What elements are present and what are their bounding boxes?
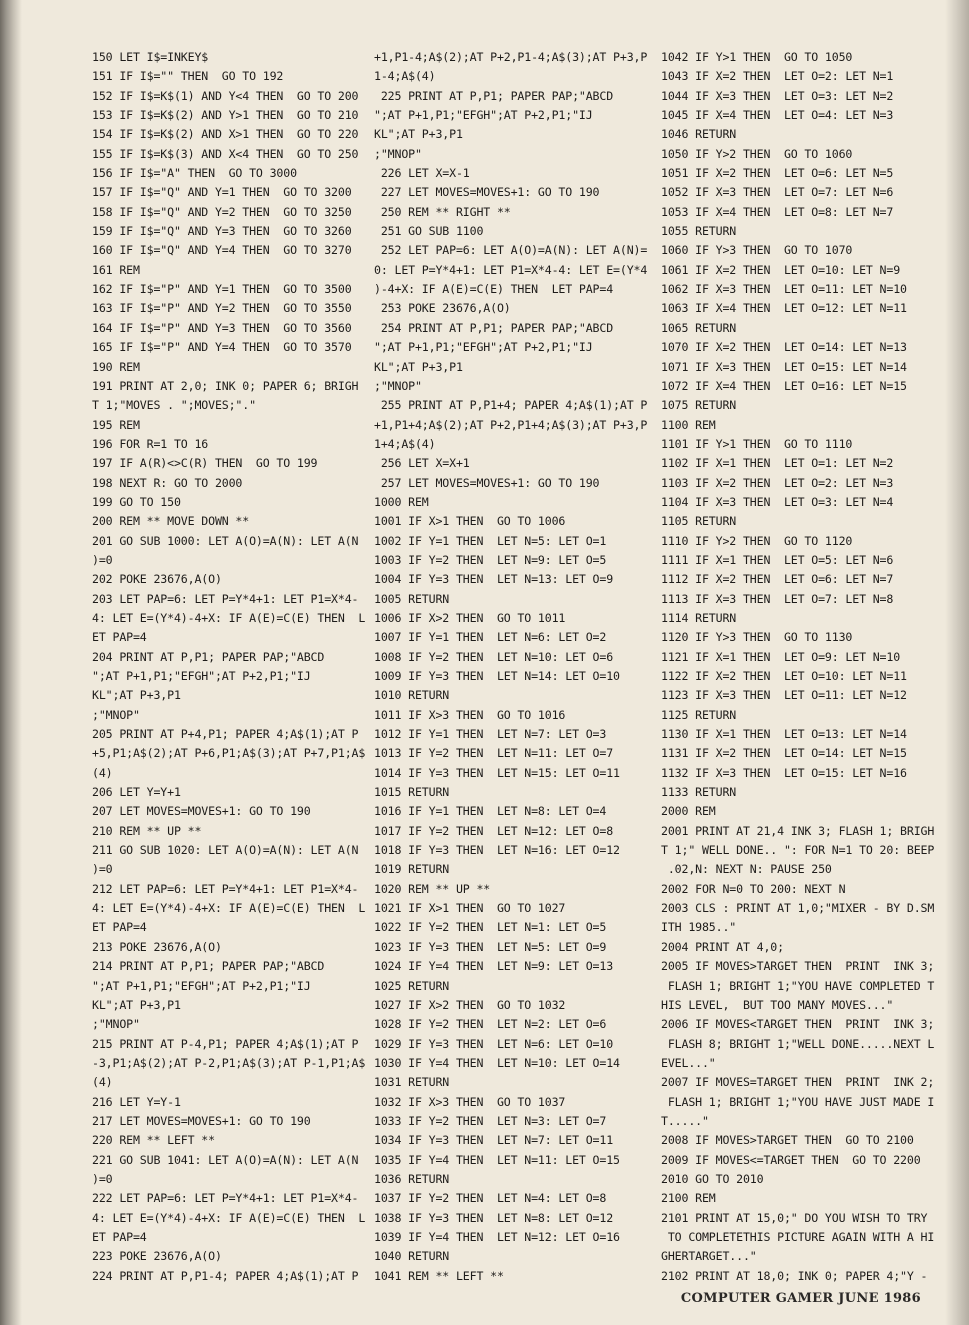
code-line: 1004 IF Y=3 THEN LET N=13: LET O=9 (374, 572, 614, 587)
code-line: 255 PRINT AT P,P1+4; PAPER 4;A$(1);AT P (374, 398, 648, 413)
code-line: 1027 IF X>2 THEN GO TO 1032 (374, 997, 566, 1012)
code-line: 1131 IF X=2 THEN LET O=14: LET N=15 (661, 746, 907, 761)
code-line: KL";AT P+3,P1 (92, 688, 181, 703)
code-line: 201 GO SUB 1000: LET A(O)=A(N): LET A(N (92, 533, 359, 548)
code-line: 1062 IF X=3 THEN LET O=11: LET N=10 (661, 282, 907, 297)
code-line: 1112 IF X=2 THEN LET O=6: LET N=7 (661, 572, 894, 587)
code-line: 1105 RETURN (661, 514, 737, 529)
code-line: KL";AT P+3,P1 (374, 127, 463, 142)
code-line: +1,P1-4;A$(2);AT P+2,P1-4;A$(3);AT P+3,P (374, 50, 648, 64)
code-line: 1110 IF Y>2 THEN GO TO 1120 (661, 533, 853, 548)
code-line: 1032 IF X>3 THEN GO TO 1037 (374, 1094, 566, 1109)
code-line: 199 GO TO 150 (92, 494, 181, 509)
code-line: 1034 IF Y=3 THEN LET N=7: LET O=11 (374, 1133, 614, 1148)
code-line: 1121 IF X=1 THEN LET O=9: LET N=10 (661, 649, 901, 664)
code-line: 200 REM ** MOVE DOWN ** (92, 514, 250, 529)
code-line: ;"MNOP" (374, 378, 422, 393)
code-line: 1039 IF Y=4 THEN LET N=12: LET O=16 (374, 1229, 620, 1244)
code-line: 152 IF I$=K$(1) AND Y<4 THEN GO TO 200 (92, 88, 359, 103)
code-line: FLASH 8; BRIGHT 1;"WELL DONE.....NEXT L (661, 1036, 935, 1051)
code-line: 203 LET PAP=6: LET P=Y*4+1: LET P1=X*4- (92, 591, 359, 606)
code-line: 1103 IF X=2 THEN LET O=2: LET N=3 (661, 475, 894, 490)
code-line: 1055 RETURN (661, 224, 737, 239)
code-line: 1072 IF X=4 THEN LET O=16: LET N=15 (661, 378, 907, 393)
code-line: 215 PRINT AT P-4,P1; PAPER 4;A$(1);AT P (92, 1036, 359, 1051)
code-line: T 1;"MOVES . ";MOVES;"." (92, 398, 256, 413)
code-line: T 1;" WELL DONE.. ": FOR N=1 TO 20: BEEP (661, 843, 935, 858)
code-line: 1030 IF Y=4 THEN LET N=10: LET O=14 (374, 1055, 620, 1070)
code-line: 1011 IF X>3 THEN GO TO 1016 (374, 707, 566, 722)
code-line: 222 LET PAP=6: LET P=Y*4+1: LET P1=X*4- (92, 1191, 359, 1206)
code-line: T....." (661, 1113, 709, 1128)
code-line: 190 REM (92, 359, 140, 374)
code-line: 1046 RETURN (661, 127, 737, 142)
code-line: 163 IF I$="P" AND Y=2 THEN GO TO 3550 (92, 301, 352, 316)
code-line: +5,P1;A$(2);AT P+6,P1;A$(3);AT P+7,P1;A$ (92, 746, 366, 761)
code-line: 223 POKE 23676,A(O) (92, 1249, 222, 1264)
code-line: 1133 RETURN (661, 785, 737, 800)
code-line: 205 PRINT AT P+4,P1; PAPER 4;A$(1);AT P (92, 727, 359, 742)
code-line: GHERTARGET..." (661, 1249, 757, 1264)
code-line: 156 IF I$="A" THEN GO TO 3000 (92, 166, 297, 181)
code-line: 204 PRINT AT P,P1; PAPER PAP;"ABCD (92, 649, 325, 664)
code-line: )=0 (92, 862, 113, 877)
code-line: 1130 IF X=1 THEN LET O=13: LET N=14 (661, 727, 907, 742)
code-line: 2010 GO TO 2010 (661, 1171, 764, 1186)
code-line: 1033 IF Y=2 THEN LET N=3: LET O=7 (374, 1113, 607, 1128)
code-line: 1009 IF Y=3 THEN LET N=14: LET O=10 (374, 669, 620, 683)
code-line: 2007 IF MOVES=TARGET THEN PRINT INK 2; (661, 1075, 935, 1090)
code-line: 1065 RETURN (661, 320, 737, 335)
code-line: 4: LET E=(Y*4)-4+X: IF A(E)=C(E) THEN L (92, 610, 366, 625)
code-line: 252 LET PAP=6: LET A(O)=A(N): LET A(N)= (374, 243, 648, 258)
code-line: 206 LET Y=Y+1 (92, 785, 181, 800)
code-line: 164 IF I$="P" AND Y=3 THEN GO TO 3560 (92, 320, 352, 335)
code-line: )-4+X: IF A(E)=C(E) THEN LET PAP=4 (374, 282, 614, 297)
page-edge-shadow (945, 0, 969, 1325)
code-line: 1035 IF Y=4 THEN LET N=11: LET O=15 (374, 1152, 620, 1167)
code-line: 1050 IF Y>2 THEN GO TO 1060 (661, 146, 853, 161)
code-line: 160 IF I$="Q" AND Y=4 THEN GO TO 3270 (92, 243, 352, 258)
code-line: ET PAP=4 (92, 630, 147, 645)
code-line: 1101 IF Y>1 THEN GO TO 1110 (661, 436, 853, 451)
code-line: 1015 RETURN (374, 785, 450, 800)
code-line: 2101 PRINT AT 15,0;" DO YOU WISH TO TRY (661, 1210, 928, 1225)
code-line: 1012 IF Y=1 THEN LET N=7: LET O=3 (374, 727, 607, 742)
code-line: ;"MNOP" (92, 1017, 140, 1032)
code-line: 254 PRINT AT P,P1; PAPER PAP;"ABCD (374, 320, 614, 335)
code-line: ";AT P+1,P1;"EFGH";AT P+2,P1;"IJ (374, 340, 593, 355)
code-line: 1040 RETURN (374, 1249, 450, 1264)
code-line: 1028 IF Y=2 THEN LET N=2: LET O=6 (374, 1017, 607, 1032)
code-line: 210 REM ** UP ** (92, 823, 202, 838)
code-line: 1100 REM (661, 417, 716, 432)
code-line: 1125 RETURN (661, 707, 737, 722)
code-line: 214 PRINT AT P,P1; PAPER PAP;"ABCD (92, 959, 325, 974)
code-line: 150 LET I$=INKEY$ (92, 50, 209, 64)
code-line: 1102 IF X=1 THEN LET O=1: LET N=2 (661, 456, 894, 471)
code-line: 1024 IF Y=4 THEN LET N=9: LET O=13 (374, 959, 614, 974)
code-line: 1123 IF X=3 THEN LET O=11: LET N=12 (661, 688, 907, 703)
code-line: 250 REM ** RIGHT ** (374, 204, 511, 219)
code-line: 1023 IF Y=3 THEN LET N=5: LET O=9 (374, 939, 607, 954)
code-line: .02,N: NEXT N: PAUSE 250 (661, 862, 832, 877)
code-line: )=0 (92, 1171, 113, 1186)
code-line: 1018 IF Y=3 THEN LET N=16: LET O=12 (374, 843, 620, 858)
code-line: 1045 IF X=4 THEN LET O=4: LET N=3 (661, 108, 894, 123)
code-line: 1022 IF Y=2 THEN LET N=1: LET O=5 (374, 920, 607, 935)
code-line: 1020 REM ** UP ** (374, 881, 491, 896)
code-line: 1051 IF X=2 THEN LET O=6: LET N=5 (661, 166, 894, 181)
code-line: 196 FOR R=1 TO 16 (92, 436, 209, 451)
code-line: 1111 IF X=1 THEN LET O=5: LET N=6 (661, 552, 894, 567)
code-line: ";AT P+1,P1;"EFGH";AT P+2,P1;"IJ (374, 108, 593, 123)
code-line: 1002 IF Y=1 THEN LET N=5: LET O=1 (374, 533, 607, 548)
code-line: 1037 IF Y=2 THEN LET N=4: LET O=8 (374, 1191, 607, 1206)
code-line: 202 POKE 23676,A(O) (92, 572, 222, 587)
code-line: 1038 IF Y=3 THEN LET N=8: LET O=12 (374, 1210, 614, 1225)
code-line: EVEL..." (661, 1055, 716, 1070)
code-line: 151 IF I$="" THEN GO TO 192 (92, 69, 284, 84)
code-line: 1003 IF Y=2 THEN LET N=9: LET O=5 (374, 552, 607, 567)
code-line: 1044 IF X=3 THEN LET O=3: LET N=2 (661, 88, 894, 103)
code-line: 226 LET X=X-1 (374, 166, 470, 181)
code-line: 154 IF I$=K$(2) AND X>1 THEN GO TO 220 (92, 127, 359, 142)
code-line: 1017 IF Y=2 THEN LET N=12: LET O=8 (374, 823, 614, 838)
code-line: 4: LET E=(Y*4)-4+X: IF A(E)=C(E) THEN L (92, 1210, 366, 1225)
code-line: 1041 REM ** LEFT ** (374, 1268, 504, 1283)
code-line: 2003 CLS : PRINT AT 1,0;"MIXER - BY D.SM (661, 901, 935, 916)
page-binding-shadow (0, 0, 22, 1325)
code-line: ";AT P+1,P1;"EFGH";AT P+2,P1;"IJ (92, 978, 311, 993)
code-line: 1016 IF Y=1 THEN LET N=8: LET O=4 (374, 804, 607, 819)
code-line: 159 IF I$="Q" AND Y=3 THEN GO TO 3260 (92, 224, 352, 239)
code-line: 1+4;A$(4) (374, 436, 436, 451)
code-line: 197 IF A(R)<>C(R) THEN GO TO 199 (92, 456, 318, 471)
code-line: 1120 IF Y>3 THEN GO TO 1130 (661, 630, 853, 645)
code-line: 1000 REM (374, 494, 429, 509)
code-line: 1070 IF X=2 THEN LET O=14: LET N=13 (661, 340, 907, 355)
code-line: 217 LET MOVES=MOVES+1: GO TO 190 (92, 1113, 311, 1128)
code-line: 1001 IF X>1 THEN GO TO 1006 (374, 514, 566, 529)
code-line: 1043 IF X=2 THEN LET O=2: LET N=1 (661, 69, 894, 84)
code-line: 157 IF I$="Q" AND Y=1 THEN GO TO 3200 (92, 185, 352, 200)
code-line: 1036 RETURN (374, 1171, 450, 1186)
code-line: 1071 IF X=3 THEN LET O=15: LET N=14 (661, 359, 907, 374)
code-line: +1,P1+4;A$(2);AT P+2,P1+4;A$(3);AT P+3,P (374, 417, 648, 432)
code-line: (4) (92, 1075, 113, 1090)
code-line: 220 REM ** LEFT ** (92, 1133, 215, 1148)
code-line: 2102 PRINT AT 18,0; INK 0; PAPER 4;"Y - (661, 1268, 928, 1283)
code-line: 253 POKE 23676,A(O) (374, 301, 511, 316)
code-line: 1104 IF X=3 THEN LET O=3: LET N=4 (661, 494, 894, 509)
code-line: 2000 REM (661, 804, 716, 819)
code-line: TO COMPLETETHIS PICTURE AGAIN WITH A HI (661, 1229, 935, 1244)
code-line: 1122 IF X=2 THEN LET O=10: LET N=11 (661, 669, 907, 683)
code-line: 1007 IF Y=1 THEN LET N=6: LET O=2 (374, 630, 607, 645)
code-line: 191 PRINT AT 2,0; INK 0; PAPER 6; BRIGH (92, 378, 359, 393)
code-line: 1031 RETURN (374, 1075, 450, 1090)
code-line: 1025 RETURN (374, 978, 450, 993)
code-line: 1132 IF X=3 THEN LET O=15: LET N=16 (661, 765, 907, 780)
code-line: 1013 IF Y=2 THEN LET N=11: LET O=7 (374, 746, 614, 761)
code-line: 257 LET MOVES=MOVES+1: GO TO 190 (374, 475, 600, 490)
code-line: )=0 (92, 552, 113, 567)
magazine-footer: COMPUTER GAMER JUNE 1986 (680, 1291, 921, 1306)
code-line: 1042 IF Y>1 THEN GO TO 1050 (661, 50, 853, 64)
code-line: 224 PRINT AT P,P1-4; PAPER 4;A$(1);AT P (92, 1268, 359, 1283)
code-line: FLASH 1; BRIGHT 1;"YOU HAVE JUST MADE I (661, 1094, 935, 1109)
code-line: 1010 RETURN (374, 688, 450, 703)
code-line: 1113 IF X=3 THEN LET O=7: LET N=8 (661, 591, 894, 606)
code-line: 1063 IF X=4 THEN LET O=12: LET N=11 (661, 301, 907, 316)
code-line: 227 LET MOVES=MOVES+1: GO TO 190 (374, 185, 600, 200)
code-line: 2008 IF MOVES>TARGET THEN GO TO 2100 (661, 1133, 914, 1148)
code-line: FLASH 1; BRIGHT 1;"YOU HAVE COMPLETED T (661, 978, 935, 993)
code-line: 211 GO SUB 1020: LET A(O)=A(N): LET A(N (92, 843, 359, 858)
code-line: 1021 IF X>1 THEN GO TO 1027 (374, 901, 566, 916)
code-line: 153 IF I$=K$(2) AND Y>1 THEN GO TO 210 (92, 108, 359, 123)
code-line: 221 GO SUB 1041: LET A(O)=A(N): LET A(N (92, 1152, 359, 1167)
code-line: 1114 RETURN (661, 610, 737, 625)
listing-column-1 (92, 48, 367, 1286)
code-line: 1052 IF X=3 THEN LET O=7: LET N=6 (661, 185, 894, 200)
code-line: 1061 IF X=2 THEN LET O=10: LET N=9 (661, 262, 901, 277)
code-line: ET PAP=4 (92, 1229, 147, 1244)
code-line: 256 LET X=X+1 (374, 456, 470, 471)
code-line: ;"MNOP" (92, 707, 140, 722)
listing-column-3 (661, 48, 936, 1286)
code-line: 2100 REM (661, 1191, 716, 1206)
code-line: HIS LEVEL, BUT TOO MANY MOVES..." (661, 997, 894, 1012)
code-line: 207 LET MOVES=MOVES+1: GO TO 190 (92, 804, 311, 819)
code-line: 1014 IF Y=3 THEN LET N=15: LET O=11 (374, 765, 620, 780)
code-line: 2004 PRINT AT 4,0; (661, 939, 784, 954)
code-line: 155 IF I$=K$(3) AND X<4 THEN GO TO 250 (92, 146, 359, 161)
code-line: KL";AT P+3,P1 (374, 359, 463, 374)
code-line: 1053 IF X=4 THEN LET O=8: LET N=7 (661, 204, 894, 219)
code-line: 2009 IF MOVES<=TARGET THEN GO TO 2200 (661, 1152, 921, 1167)
code-line: 1005 RETURN (374, 591, 450, 606)
code-line: 225 PRINT AT P,P1; PAPER PAP;"ABCD (374, 88, 614, 103)
code-line: 161 REM (92, 262, 140, 277)
code-line: 1029 IF Y=3 THEN LET N=6: LET O=10 (374, 1036, 614, 1051)
code-line: 2002 FOR N=0 TO 200: NEXT N (661, 881, 846, 896)
code-line: 1-4;A$(4) (374, 69, 436, 84)
code-line: ET PAP=4 (92, 920, 147, 935)
code-line: KL";AT P+3,P1 (92, 997, 181, 1012)
code-line: 1008 IF Y=2 THEN LET N=10: LET O=6 (374, 649, 614, 664)
code-line: 251 GO SUB 1100 (374, 224, 484, 239)
code-line: 1075 RETURN (661, 398, 737, 413)
code-line: 162 IF I$="P" AND Y=1 THEN GO TO 3500 (92, 282, 352, 297)
code-line: ";AT P+1,P1;"EFGH";AT P+2,P1;"IJ (92, 669, 311, 683)
code-line: 213 POKE 23676,A(O) (92, 939, 222, 954)
code-line: ;"MNOP" (374, 146, 422, 161)
code-line: 2006 IF MOVES<TARGET THEN PRINT INK 3; (661, 1017, 935, 1032)
code-line: 0: LET P=Y*4+1: LET P1=X*4-4: LET E=(Y*4 (374, 262, 648, 277)
code-line: 2005 IF MOVES>TARGET THEN PRINT INK 3; (661, 959, 935, 974)
code-line: 198 NEXT R: GO TO 2000 (92, 475, 243, 490)
code-line: -3,P1;A$(2);AT P-2,P1;A$(3);AT P-1,P1;A$ (92, 1055, 366, 1070)
code-line: (4) (92, 765, 113, 780)
code-line: 1019 RETURN (374, 862, 450, 877)
code-line: 4: LET E=(Y*4)-4+X: IF A(E)=C(E) THEN L (92, 901, 366, 916)
code-line: 2001 PRINT AT 21,4 INK 3; FLASH 1; BRIGH (661, 823, 935, 838)
code-line: 212 LET PAP=6: LET P=Y*4+1: LET P1=X*4- (92, 881, 359, 896)
code-line: 195 REM (92, 417, 140, 432)
code-line: 165 IF I$="P" AND Y=4 THEN GO TO 3570 (92, 340, 352, 355)
code-line: 1060 IF Y>3 THEN GO TO 1070 (661, 243, 853, 258)
code-line: ITH 1985.." (661, 920, 737, 935)
code-line: 1006 IF X>2 THEN GO TO 1011 (374, 610, 566, 625)
code-line: 216 LET Y=Y-1 (92, 1094, 181, 1109)
code-line: 158 IF I$="Q" AND Y=2 THEN GO TO 3250 (92, 204, 352, 219)
listing-column-2 (374, 48, 649, 1286)
